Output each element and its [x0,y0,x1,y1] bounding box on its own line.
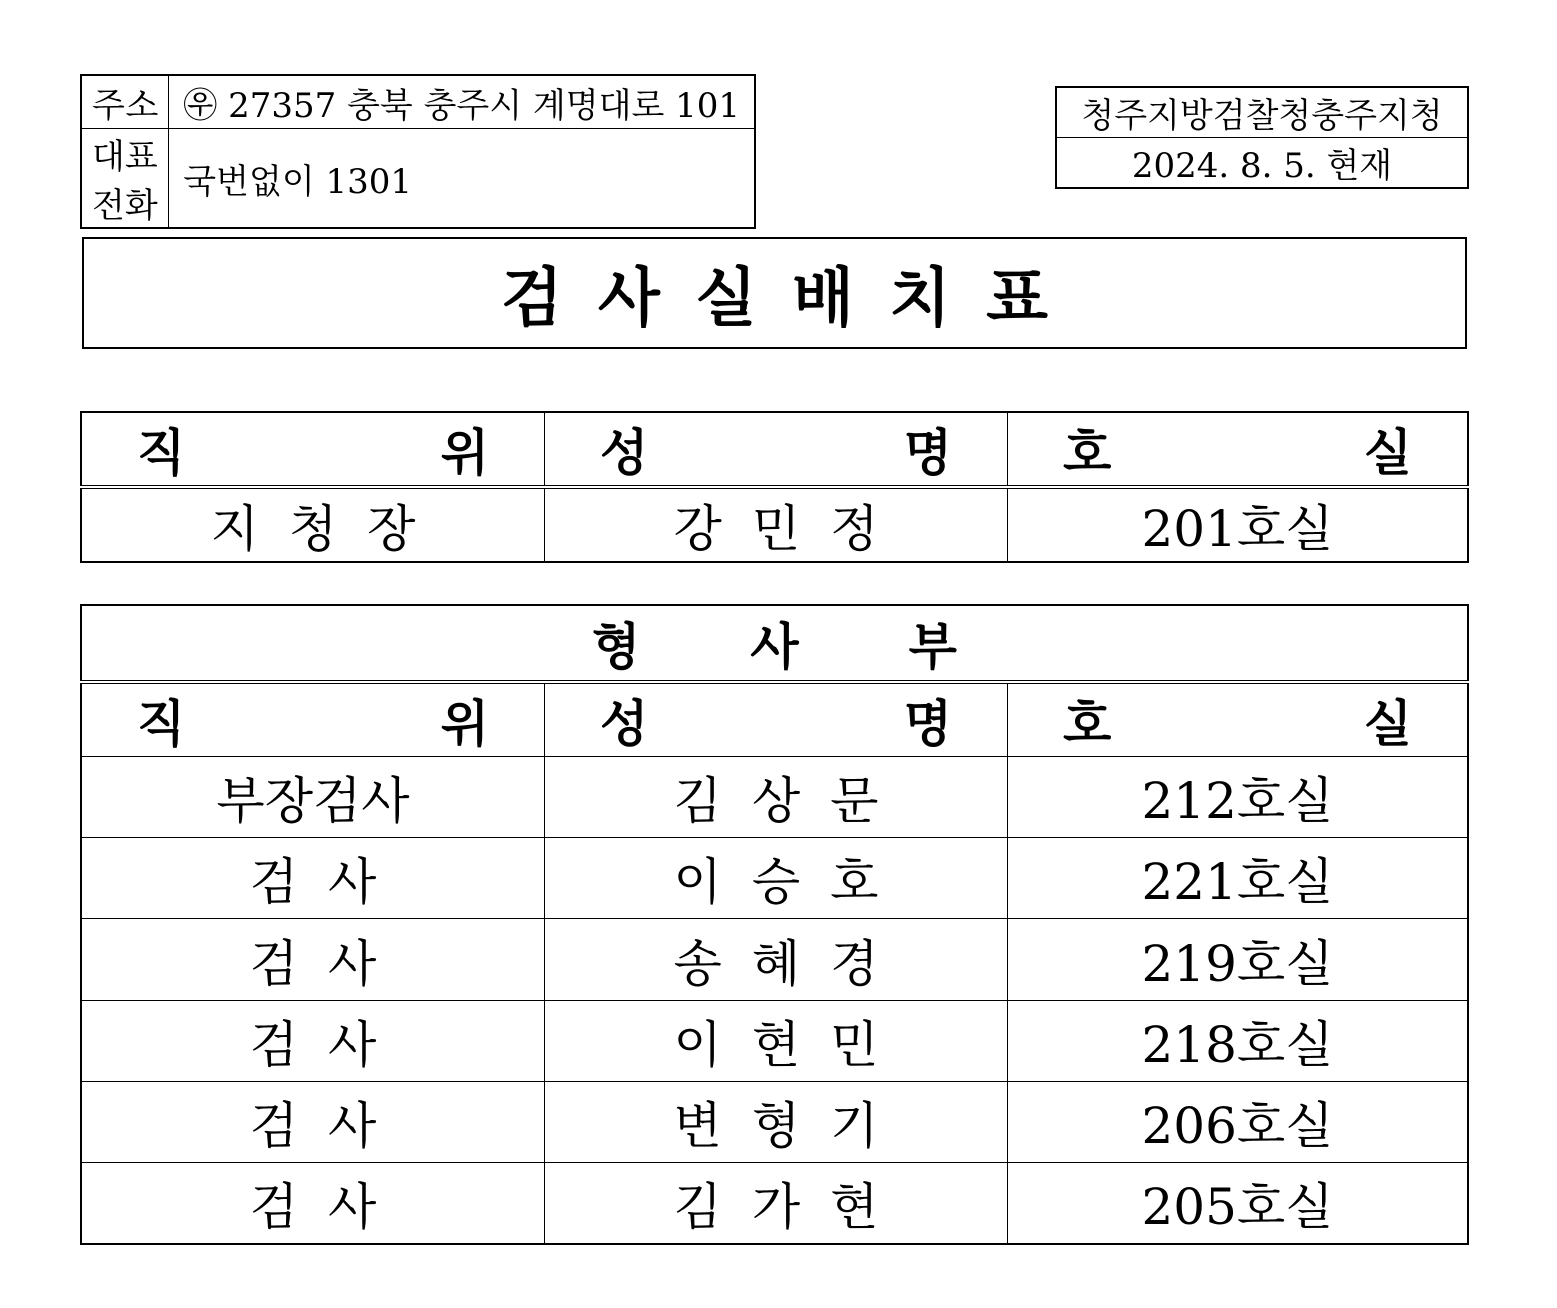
name-cell: 김상문 [545,757,1008,838]
table-row [81,757,1468,838]
table-row [81,919,1468,1000]
table-row [81,1000,1468,1081]
department-name-row [81,605,1468,682]
room-cell: 201호실 [1008,487,1469,562]
name-cell: 이현민 [545,1000,1008,1081]
chief-table [80,411,1469,563]
name-cell: 이승호 [545,838,1008,919]
name-cell: 송혜경 [545,919,1008,1000]
room-cell: 219호실 [1008,919,1469,1000]
phone-label: 대표전화 [81,129,169,229]
name-cell: 강민정 [545,487,1008,562]
room-cell: 205호실 [1008,1162,1469,1244]
header-name: 성 명 [545,682,1008,757]
position-cell: 검사 [81,919,545,1000]
chief-header-row [81,412,1468,487]
address-block [80,74,756,229]
header-name: 성 명 [545,412,1008,487]
table-row [81,1081,1468,1162]
header-room: 호 실 [1008,682,1469,757]
address-value: ㉾ 27357 충북 충주시 계명대로 101 [169,75,755,129]
position-cell: 검사 [81,838,545,919]
room-cell: 206호실 [1008,1081,1469,1162]
position-cell: 검사 [81,1081,545,1162]
position-cell: 검사 [81,1000,545,1081]
page-title: 검사실배치표 [501,261,1084,336]
header-position: 직 위 [81,682,545,757]
agency-block [1055,86,1469,189]
department-name: 형 사 부 [81,605,1468,682]
table-row [81,838,1468,919]
position-cell: 부장검사 [81,757,545,838]
as-of-date: 2024. 8. 5. 현재 [1056,138,1468,189]
name-cell: 변형기 [545,1081,1008,1162]
department-header-row [81,682,1468,757]
header-room: 호 실 [1008,412,1469,487]
position-cell: 검사 [81,1162,545,1244]
name-cell: 김가현 [545,1162,1008,1244]
table-row [81,487,1468,562]
phone-value: 국번없이 1301 [169,129,755,229]
room-cell: 212호실 [1008,757,1469,838]
room-cell: 218호실 [1008,1000,1469,1081]
address-label: 주 소 [81,75,169,129]
position-cell: 지청장 [81,487,545,562]
header-position: 직 위 [81,412,545,487]
room-cell: 221호실 [1008,838,1469,919]
page-title-box [82,237,1467,349]
agency-name: 청주지방검찰청충주지청 [1056,87,1468,138]
department-table [80,604,1469,1245]
table-row [81,1162,1468,1244]
